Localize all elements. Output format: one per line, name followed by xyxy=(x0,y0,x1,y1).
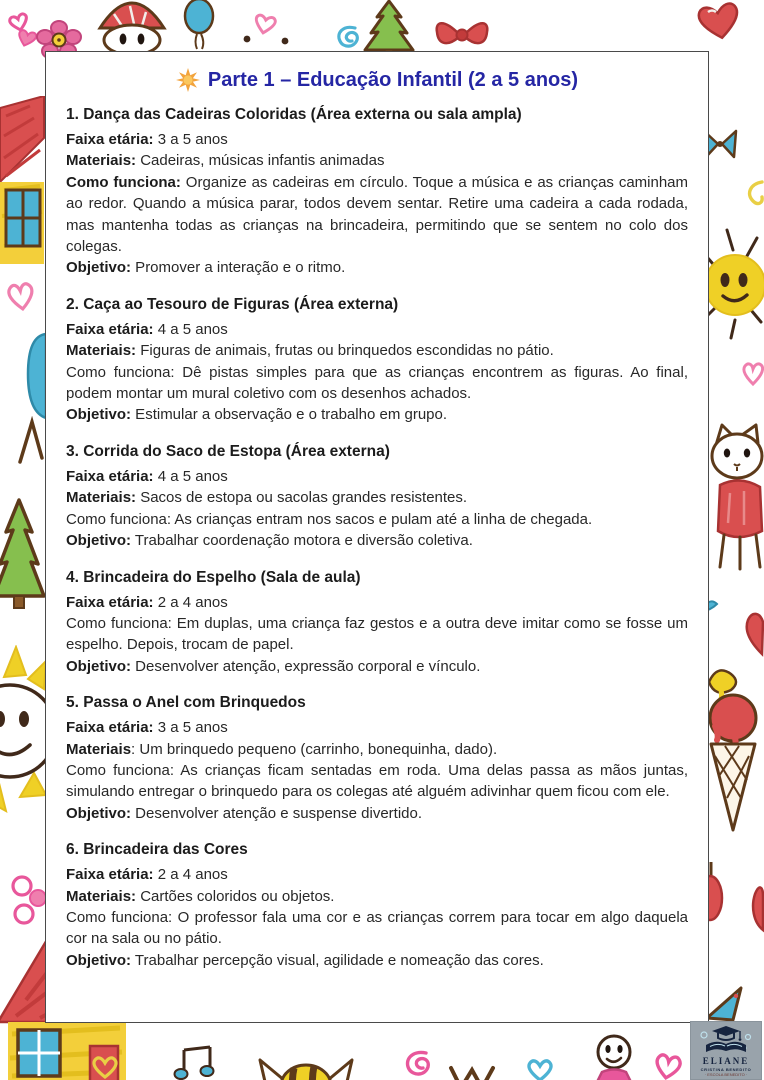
activity-line: Como funciona: Organize as cadeiras em círculo. Toque a música e as crianças caminham ao redor. Quando a música parar, todos devem sentar. Retire uma cadeira a cada rodada, mas mantenha todas as crianças na brincadeira, permitindo que se sentem no colo dos colegas. xyxy=(66,173,689,256)
activity-line: Materiais: Cartões coloridos ou objetos. xyxy=(66,887,335,905)
star-burst-icon xyxy=(176,68,200,92)
activity-line: Faixa etária: 3 a 5 anos xyxy=(66,131,228,148)
cat-icon xyxy=(710,423,764,571)
activity-line: Como funciona: As crianças entram nos sacos e pulam até a linha de chegada. xyxy=(66,510,593,528)
dots-icon xyxy=(241,33,291,47)
music-notes-icon xyxy=(172,1044,230,1080)
zigzag-icon xyxy=(448,1062,502,1080)
line-label: Como funciona: xyxy=(66,614,172,632)
line-label: Materiais xyxy=(66,740,132,758)
balloon-icon xyxy=(26,326,46,424)
candy-icon xyxy=(256,1056,356,1080)
line-label: Materiais: xyxy=(66,489,137,507)
activity-line: Como funciona: Dê pistas simples para que as crianças encontrem as figuras. Ao final, podem montar um mural coletivo com os desenhos achados. xyxy=(66,363,688,403)
activity-line: Objetivo: Promover a interação e o ritmo. xyxy=(66,259,346,277)
line-label: Objetivo: xyxy=(66,259,132,277)
activity-line: Como funciona: As crianças ficam sentadas em roda. Uma delas passa as mãos juntas, simulando entregar o brinquedo para os colegas até alguém adivinhar quem ficou com ele. xyxy=(66,761,688,801)
line-label: Faixa etária: xyxy=(66,467,154,485)
content-panel xyxy=(45,51,709,1023)
activity-heading: 3. Corrida do Saco de Estopa (Área externa) xyxy=(66,442,390,460)
page-title-text: Parte 1 – Educação Infantil (2 a 5 anos) xyxy=(207,68,579,91)
house-icon xyxy=(0,96,46,264)
bird-icon xyxy=(703,982,747,1024)
line-label: Materiais: xyxy=(66,152,137,170)
hearts-doodle-icon xyxy=(8,872,50,930)
activity-line: Como funciona: Em duplas, uma criança faz gestos e a outra deve imitar como se fosse um espelho. Depois, trocam de papel. xyxy=(66,614,688,654)
zigzag-icon xyxy=(16,416,46,466)
activity-line: Materiais: Figuras de animais, frutas ou brinquedos escondidas no pátio. xyxy=(66,342,554,360)
activity-heading: 6. Brincadeira das Cores xyxy=(66,841,248,859)
spiral-icon xyxy=(745,179,764,213)
logo-tagline: · ESCOLA BENEDITO · xyxy=(704,1071,748,1077)
brand-logo xyxy=(690,1021,762,1080)
line-label: Materiais: xyxy=(66,342,137,360)
heart-icon xyxy=(742,358,764,388)
line-label: Objetivo: xyxy=(66,951,132,969)
activity-list xyxy=(66,104,688,971)
activity-line: Faixa etária: 4 a 5 anos xyxy=(66,320,228,338)
activity-line: Objetivo: Trabalhar coordenação motora e diversão coletiva. xyxy=(66,532,473,550)
mushroom-face-icon xyxy=(92,0,172,52)
activity-section xyxy=(66,294,688,426)
bow-icon xyxy=(433,14,491,54)
activity-line: Faixa etária: 4 a 5 anos xyxy=(66,467,228,485)
activity-line: Materiais: Sacos de estopa ou sacolas grandes resistentes. xyxy=(66,489,468,507)
activity-heading: 4. Brincadeira do Espelho (Sala de aula) xyxy=(66,568,361,586)
line-label: Faixa etária: xyxy=(66,593,154,611)
balloon-icon xyxy=(180,0,218,50)
line-label: Como funciona: xyxy=(66,510,172,528)
logo-name: ELIANE xyxy=(702,1055,750,1066)
pine-tree-icon xyxy=(362,0,416,56)
activity-section xyxy=(66,692,688,824)
activity-line: Materiais: Um brinquedo pequeno (carrinho, bonequinha, dado). xyxy=(66,740,498,758)
sun-face-icon xyxy=(0,645,46,825)
activity-line: Objetivo: Estimular a observação e o trabalho em grupo. xyxy=(66,406,448,424)
activity-line: Faixa etária: 2 a 4 anos xyxy=(66,866,228,884)
logo-subtitle: CRISTINA BENEDITO xyxy=(700,1066,752,1072)
activity-heading: 1. Dança das Cadeiras Coloridas (Área externa ou sala ampla) xyxy=(66,106,522,123)
activity-section xyxy=(66,104,688,279)
line-label: Como funciona: xyxy=(66,363,175,381)
activity-line: Como funciona: O professor fala uma cor e as crianças correm para tocar em algo daquela cor na sala ou no pátio. xyxy=(66,908,688,948)
line-label: Objetivo: xyxy=(66,804,132,822)
page-title xyxy=(66,68,688,92)
line-label: Objetivo: xyxy=(66,532,132,550)
line-label: Faixa etária: xyxy=(66,320,154,338)
ice-cream-icon xyxy=(701,668,764,836)
line-label: Materiais: xyxy=(66,887,137,905)
activity-section xyxy=(66,567,688,678)
line-label: Como funciona: xyxy=(66,761,175,779)
heart-icon xyxy=(652,1050,684,1080)
line-label: Como funciona: xyxy=(66,173,181,191)
activity-section xyxy=(66,839,688,971)
heart-icon xyxy=(744,606,764,658)
activity-line: Faixa etária: 2 a 4 anos xyxy=(66,593,228,611)
heart-icon xyxy=(90,1052,120,1080)
line-label: Objetivo: xyxy=(66,406,132,424)
line-label: Objetivo: xyxy=(66,657,132,675)
spiral-icon xyxy=(333,23,365,51)
activity-line: Objetivo: Desenvolver atenção e suspense divertido. xyxy=(66,804,423,822)
activity-section xyxy=(66,441,688,552)
activity-line: Objetivo: Trabalhar percepção visual, agilidade e nomeação das cores. xyxy=(66,951,544,969)
line-label: Faixa etária: xyxy=(66,719,154,737)
activity-line: Faixa etária: 3 a 5 anos xyxy=(66,719,228,737)
line-label: Faixa etária: xyxy=(66,866,154,884)
activity-heading: 5. Passa o Anel com Brinquedos xyxy=(66,694,306,712)
line-label: Como funciona: xyxy=(66,908,173,926)
heart-icon xyxy=(694,0,744,42)
line-label: Faixa etária: xyxy=(66,131,154,148)
pine-tree-icon xyxy=(0,498,46,612)
activity-line: Materiais: Cadeiras, músicas infantis animadas xyxy=(66,152,385,170)
activity-line: Objetivo: Desenvolver atenção, expressão corporal e vínculo. xyxy=(66,657,481,675)
activity-heading: 2. Caça ao Tesouro de Figuras (Área externa) xyxy=(66,295,399,313)
heart-icon xyxy=(525,1055,555,1080)
cherry-icon xyxy=(751,882,764,936)
heart-icon xyxy=(6,278,36,314)
graduation-cap-book-icon xyxy=(698,1025,754,1055)
girl-icon xyxy=(582,1034,646,1080)
spiral-icon xyxy=(402,1048,436,1080)
